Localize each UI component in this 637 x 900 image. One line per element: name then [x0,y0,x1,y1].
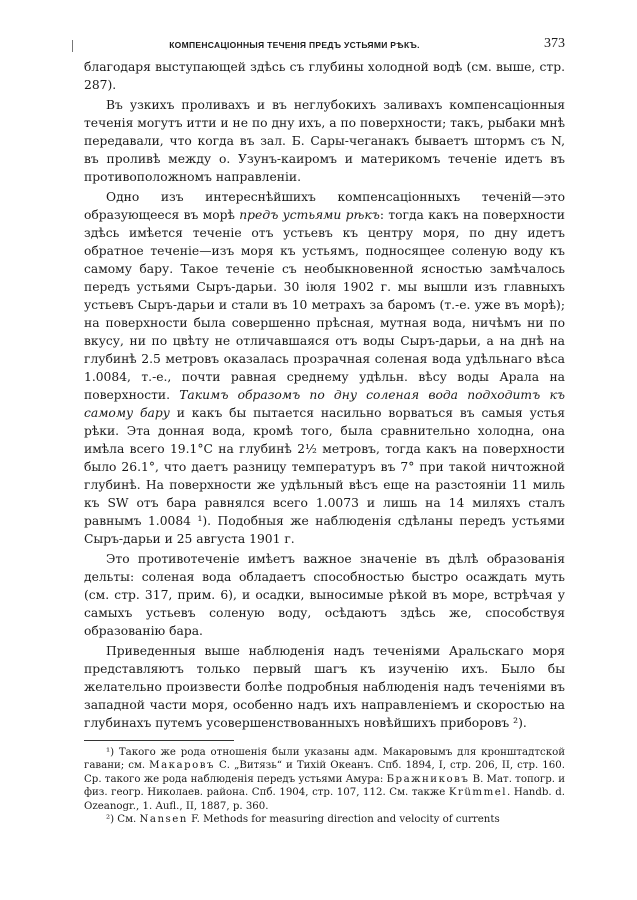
footnotes [84,746,565,826]
footnote-2-text-b: F. Methods for measuring direction and velocity of currents [187,814,500,826]
footnote-1-text-c: В. Мат. топогр. и физ. геогр. Николаев. района. Спб. 1904, стр. 107, 112. См. также [84,773,566,799]
footnote-2-text-a: ²) См. [106,814,140,826]
footnote-rule [84,740,234,741]
scan-edge-mark [72,40,73,52]
paragraph-3-emphasis-1: предъ устьями рѣкъ [239,208,380,222]
page-number: 373 [544,36,565,51]
footnote-2-author-nansen: Nansen [139,814,188,826]
footnote-1-author-krummel: Krümmel [448,787,508,799]
footnote-1-text-d: . Handb. d. Ozeanogr., 1. Aufl., II, 1887, p. 360. [84,787,565,812]
footnote-2 [84,813,565,826]
page-header [84,36,565,58]
footnote-1-author-brazhnikov: Бражниковъ [386,773,470,785]
paragraph-3-text-a: Одно изъ интереснѣйшихъ компенсаціонныхъ теченій—это образующееся въ морѣ [84,190,565,222]
paragraph-3-emphasis-2: Такимъ образомъ по дну соленая вода подходитъ къ самому бару [84,388,565,420]
paragraph-2: Въ узкихъ проливахъ и въ неглубокихъ заливахъ компенсаціонныя теченія могутъ итти и не по дну ихъ, а по поверхности; такъ, рыбаки мнѣ передавали, что когда въ зал. Б. Сары-чеганакъ бываетъ штормъ съ N, въ проливѣ между о. Узунъ-каиромъ и материкомъ теченіе идетъ въ противоположномъ направленіи. [84,98,565,184]
main-text [84,58,565,732]
paragraph-3 [84,188,565,548]
footnote-1-text-a: ¹) Такого же рода отношенія были указаны адм. Макаровымъ для кронштадтской гавани; см. [84,747,565,772]
paragraph-1: благодаря выступающей здѣсь съ глубины холодной водѣ (см. выше, стр. 287). [84,60,565,92]
paragraph-5: Приведенныя выше наблюденія надъ теченіями Аральскаго моря представляютъ только первый шагъ къ изученію ихъ. Было бы желательно произвести болѣе подробныя наблюденія надъ теченіями въ западной части моря, особенно надъ ихъ направленіемъ и скоростью на глубинахъ путемъ усовершенствованныхъ новѣйшихъ приборовъ ²). [84,644,565,730]
footnote-1 [84,746,565,813]
paragraph-4: Это противотеченіе имѣетъ важное значеніе въ дѣлѣ образованія дельты: соленая вода обладаетъ способностью быстро осаждать муть (см. стр. 317, прим. 6), и осадки, выносимые рѣкой въ море, встрѣчая у самыхъ устьевъ соленую воду, осѣдаютъ здѣсь же, способствуя образованію бара. [84,552,565,638]
footnote-1-text-b: С. „Витязь“ и Тихій Океанъ. Спб. 1894, I, стр. 206, II, стр. 160. Ср. такого же рода наблюденія передъ устьями Амура: [84,760,565,785]
footnote-1-author-makarov: Макаровъ [149,760,215,772]
running-head: КОМПЕНСАЦІОННЫЯ ТЕЧЕНІЯ ПРЕДЪ УСТЬЯМИ РѢКЪ. [169,40,420,50]
paragraph-3-text-c: и какъ бы пытается насильно ворваться въ самыя устья рѣки. Эта донная вода, кромѣ того, была сравнительно холодна, она имѣла всего 19.1°C на глубинѣ 2½ метровъ, тогда какъ на поверхности было 26.1°, что даетъ разницу температуръ въ 7° при такой ничтожной глубинѣ. На поверхности же удѣльный вѣсъ еще на разстояніи 11 миль къ SW отъ бара равнялся всего 1.0073 и лишь на 14 миляхъ сталъ равнымъ 1.0084 ¹). Подобныя же наблюденія сдѣланы передъ устьями Сыръ-дарьи и 25 августа 1901 г. [84,406,565,546]
paragraph-3-text-b: : тогда какъ на поверхности здѣсь имѣется теченіе отъ устьевъ къ центру моря, по дну идетъ обратное теченіе—изъ моря къ устьямъ, подносящее соленую воду къ самому бару. Такое теченіе съ необыкновенной ясностью замѣчалось передъ устьями Сыръ-дарьи. 30 іюля 1902 г. мы вышли изъ главныхъ устьевъ Сыръ-дарьи и стали въ 10 метрахъ за баромъ (т.-е. уже въ морѣ); на поверхности была совершенно прѣсная, мутная вода, ничѣмъ ни по вкусу, ни по цвѣту не отличавшаяся отъ воды Сыръ-дарьи, а на днѣ на глубинѣ 2.5 метровъ оказалась прозрачная соленая вода удѣльнаго вѣса 1.0084, т.-е., почти равная среднему удѣльн. вѣсу воды Арала на поверхности. [84,208,565,402]
